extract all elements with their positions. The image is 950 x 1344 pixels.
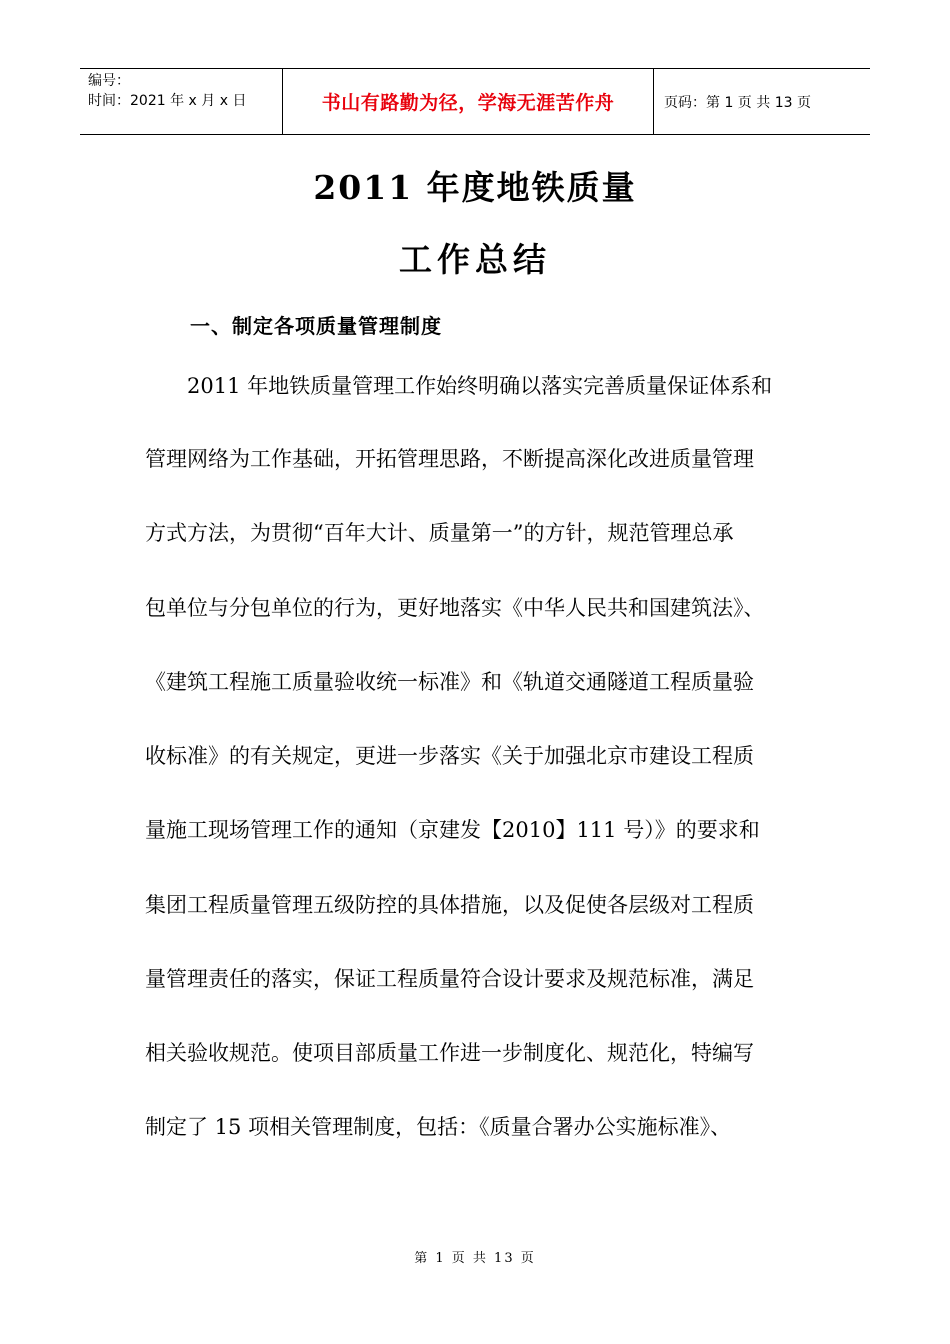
number-label: 编号： [88, 73, 130, 89]
body-line: 集团工程质量管理五级防控的具体措施，以及促使各层级对工程质 [145, 893, 754, 917]
document-title-line-2: 工作总结 [399, 240, 551, 279]
document-title-line-1: 2011 年度地铁质量 [313, 168, 637, 207]
page-info-cell [654, 69, 870, 134]
body-line: 《建筑工程施工质量验收统一标准》和《轨道交通隧道工程质量验 [145, 670, 754, 694]
motto-cell [282, 69, 654, 134]
body-line: 管理网络为工作基础，开拓管理思路，不断提高深化改进质量管理 [145, 447, 754, 471]
body-line: 量管理责任的落实，保证工程质量符合设计要求及规范标准，满足 [145, 967, 754, 991]
body-line: 包单位与分包单位的行为，更好地落实《中华人民共和国建筑法》、 [145, 596, 765, 620]
body-line: 相关验收规范。使项目部质量工作进一步制度化、规范化，特编写 [145, 1041, 754, 1065]
body-line: 制定了 15 项相关管理制度，包括：《质量合署办公实施标准》、 [145, 1115, 732, 1139]
body-line: 2011 年地铁质量管理工作始终明确以落实完善质量保证体系和 [145, 374, 773, 398]
header-meta-cell [80, 69, 282, 134]
body-line: 收标准》的有关规定，更进一步落实《关于加强北京市建设工程质 [145, 744, 754, 768]
section-heading: 一、制定各项质量管理制度 [190, 314, 442, 338]
body-line: 量施工现场管理工作的通知（京建发【2010】111 号）》的要求和 [145, 818, 760, 842]
header-table [80, 68, 870, 135]
page-footer: 第 1 页 共 13 页 [414, 1251, 536, 1266]
page-info-text: 页码：第 1 页 共 13 页 [664, 94, 811, 111]
body-line: 方式方法，为贯彻“百年大计、质量第一”的方针，规范管理总承 [145, 521, 734, 545]
motto-text: 书山有路勤为径，学海无涯苦作舟 [321, 92, 615, 114]
time-label: 时间：2021 年 x 月 x 日 [88, 93, 247, 109]
